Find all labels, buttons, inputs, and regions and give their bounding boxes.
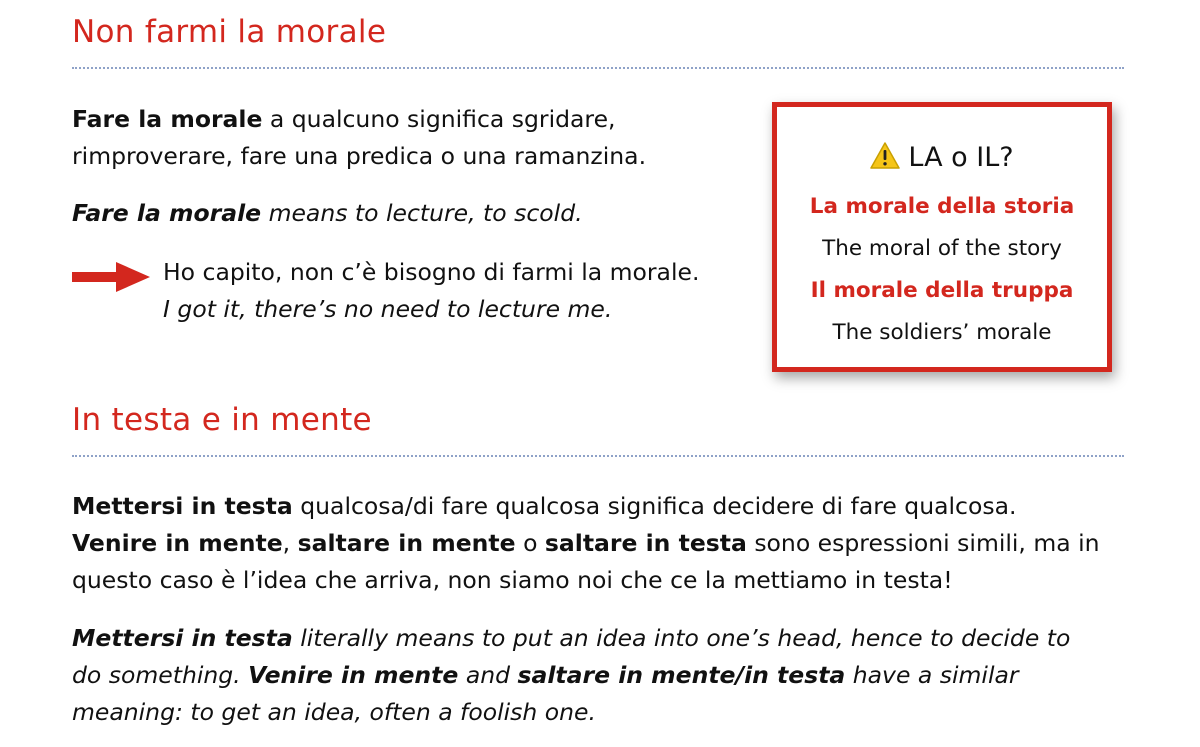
term: saltare in mente xyxy=(297,529,516,557)
term: Mettersi in testa xyxy=(72,492,293,520)
testa-definition-it: Mettersi in testa qualcosa/di fare qualcosa significa decidere di fare qualcosa. Venire in mente, saltare in mente o saltare in testa sono espressioni simili, ma in questo caso è l’idea che arriva, non siamo noi che ce la mettiamo in testa! xyxy=(72,492,1100,594)
callout-line-3: Il morale della truppa xyxy=(810,278,1074,303)
morale-definition-en: Fare la morale means to lecture, to scold. xyxy=(72,199,583,227)
term: Fare la morale xyxy=(72,105,263,133)
example-italian: Ho capito, non c’è bisogno di farmi la morale. xyxy=(163,258,700,286)
section-heading-testa-mente: In testa e in mente xyxy=(72,402,372,438)
arrow-right-icon xyxy=(72,262,150,292)
term: Venire in mente xyxy=(248,661,459,689)
example-sentence xyxy=(163,254,699,328)
section-heading-morale: Non farmi la morale xyxy=(72,14,387,50)
callout-line-4: The soldiers’ morale xyxy=(832,320,1052,345)
term: saltare in testa xyxy=(544,529,747,557)
term: Mettersi in testa xyxy=(72,624,293,652)
testa-definition-en: Mettersi in testa literally means to put an idea into one’s head, hence to decide to do something. Venire in mente and saltare in mente/in testa have a similar meaning: to get an idea, often a foolish one. xyxy=(72,624,1071,726)
callout-line-1: La morale della storia xyxy=(809,194,1075,219)
warning-icon xyxy=(870,142,900,169)
callout-line-2: The moral of the story xyxy=(822,236,1062,261)
term: Venire in mente xyxy=(72,529,283,557)
dotted-divider xyxy=(72,67,1124,69)
example-english: I got it, there’s no need to lecture me. xyxy=(163,295,613,323)
term: Fare la morale xyxy=(72,199,262,227)
callout-title: LA o IL? xyxy=(777,142,1107,173)
morale-definition-it: Fare la morale a qualcuno significa sgridare, rimproverare, fare una predica o una ramanzina. xyxy=(72,105,647,170)
dotted-divider xyxy=(72,455,1124,457)
la-o-il-callout xyxy=(772,102,1112,372)
term: saltare in mente/in testa xyxy=(517,661,846,689)
